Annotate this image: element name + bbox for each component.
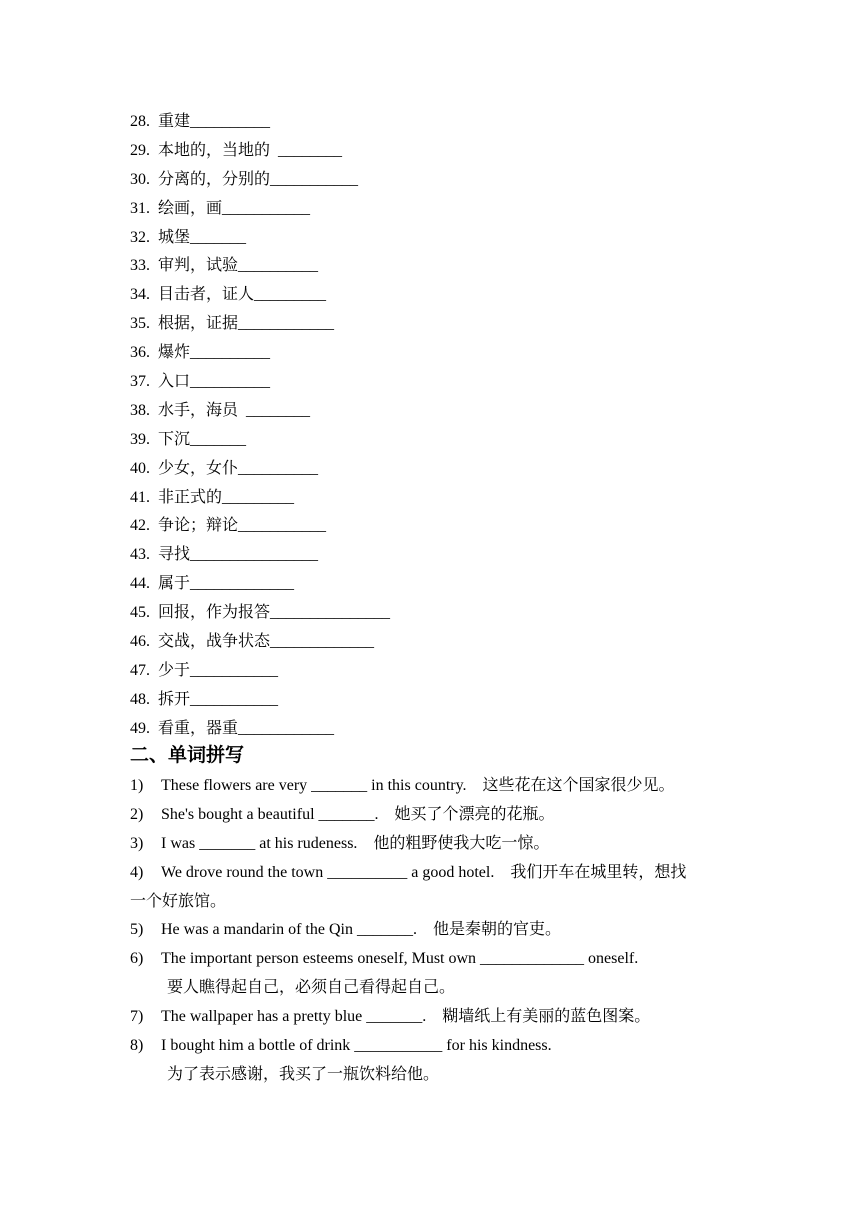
item-number: 8) bbox=[130, 1037, 144, 1055]
vocab-item: 35. 根据，证据____________ bbox=[130, 315, 335, 333]
vocab-item: 39. 下沉_______ bbox=[130, 430, 247, 448]
item-number: 1) bbox=[130, 777, 144, 794]
vocab-item: 36. 爆炸__________ bbox=[130, 344, 271, 362]
vocab-item: 33. 审判，试验__________ bbox=[130, 257, 319, 275]
vocab-item: 47. 少于___________ bbox=[130, 661, 279, 679]
item-text: The important person esteems oneself, Must own _____________ oneself. bbox=[161, 950, 639, 968]
vocab-item: 28. 重建__________ bbox=[130, 113, 271, 130]
vocab-item: 30. 分离的，分别的___________ bbox=[130, 170, 359, 188]
spelling-item-translation: 要人瞧得起自己，必须自己看得起自己。 bbox=[167, 979, 456, 997]
vocab-item: 37. 入口__________ bbox=[130, 373, 271, 391]
vocab-item: 48. 拆开___________ bbox=[130, 690, 279, 708]
item-number: 2) bbox=[130, 805, 144, 823]
vocab-item: 29. 本地的，当地的 ________ bbox=[130, 141, 343, 159]
spelling-item bbox=[130, 772, 750, 801]
spelling-item bbox=[130, 945, 750, 974]
spelling-item bbox=[130, 1032, 750, 1061]
vocab-item: 41. 非正式的_________ bbox=[130, 488, 295, 506]
item-text: He was a mandarin of the Qin _______. 他是秦朝的官吏。 bbox=[161, 921, 561, 939]
vocab-item: 34. 目击者，证人_________ bbox=[130, 286, 327, 304]
spelling-item bbox=[130, 1003, 750, 1032]
vocab-item: 49. 看重，器重____________ bbox=[130, 719, 335, 737]
section-heading: 二、单词拼写 bbox=[130, 744, 245, 766]
item-text: We drove round the town __________ a good hotel. 我们开车在城里转，想找 bbox=[161, 863, 687, 881]
vocab-item: 44. 属于_____________ bbox=[130, 575, 295, 593]
item-number: 5) bbox=[130, 921, 144, 939]
item-text: The wallpaper has a pretty blue _______. 糊墙纸上有美丽的蓝色图案。 bbox=[161, 1008, 651, 1026]
item-text: These flowers are very _______ in this country. 这些花在这个国家很少见。 bbox=[161, 777, 675, 794]
spelling-list bbox=[130, 772, 750, 1090]
vocab-item: 31. 绘画，画___________ bbox=[130, 199, 311, 217]
spelling-item bbox=[130, 859, 750, 888]
vocab-item: 46. 交战，战争状态_____________ bbox=[130, 633, 375, 651]
vocab-item: 43. 寻找________________ bbox=[130, 546, 319, 564]
item-text: She's bought a beautiful _______. 她买了个漂亮的花瓶。 bbox=[161, 805, 555, 823]
item-number: 3) bbox=[130, 834, 144, 852]
vocab-item: 45. 回报，作为报答_______________ bbox=[130, 604, 391, 622]
item-number: 7) bbox=[130, 1008, 144, 1026]
spelling-item bbox=[130, 801, 750, 830]
vocab-list bbox=[130, 108, 770, 744]
vocab-item: 42. 争论；辩论___________ bbox=[130, 517, 327, 535]
spelling-item bbox=[130, 916, 750, 945]
spelling-item-translation: 为了表示感谢，我买了一瓶饮料给他。 bbox=[167, 1065, 440, 1083]
item-number: 6) bbox=[130, 950, 144, 968]
spelling-item bbox=[130, 830, 750, 859]
vocab-item: 40. 少女，女仆__________ bbox=[130, 459, 319, 477]
vocab-item: 38. 水手，海员 ________ bbox=[130, 401, 311, 419]
item-text: I bought him a bottle of drink ___________ for his kindness. bbox=[161, 1037, 552, 1055]
item-text: I was _______ at his rudeness. 他的粗野使我大吃一惊。 bbox=[161, 834, 550, 852]
item-number: 4) bbox=[130, 863, 144, 881]
vocab-item: 32. 城堡_______ bbox=[130, 228, 247, 246]
spelling-item-continuation: 一个好旅馆。 bbox=[130, 892, 227, 910]
